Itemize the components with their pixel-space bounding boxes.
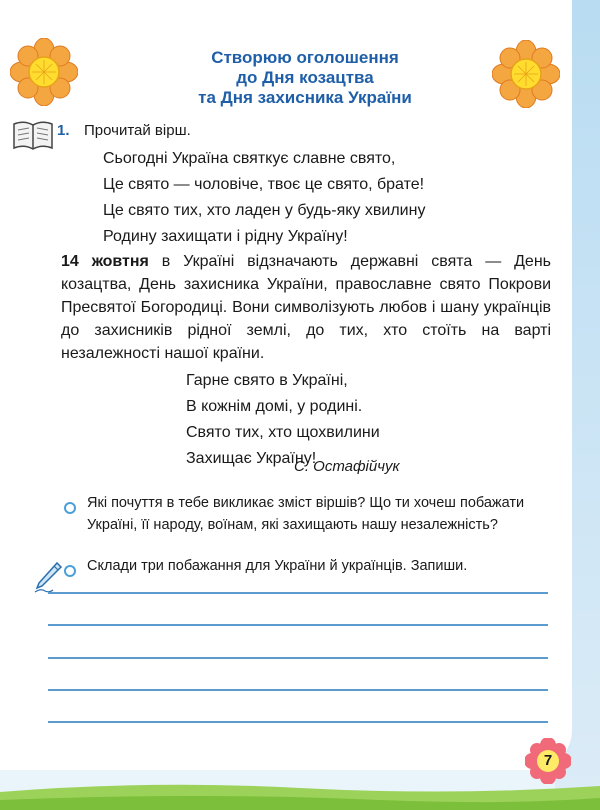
date-highlight: 14 жовтня — [61, 253, 149, 270]
task-instruction: Прочитай вірш. — [84, 122, 191, 139]
title-line: Створюю оголошення — [211, 48, 399, 67]
poem-line: Сьогодні Україна святкує славне свято, — [103, 150, 396, 167]
writing-line — [48, 689, 548, 691]
question-text: Які почуття в тебе викликає зміст віршів? Що ти хочеш побажати Україні, її народу, воїнам, які захищають нашу незалежність? — [87, 495, 525, 533]
flower-icon — [10, 38, 78, 106]
poem-line: Родину захищати і рідну Україну! — [103, 228, 348, 245]
flower-icon — [492, 40, 560, 108]
task-number: 1. — [57, 122, 70, 139]
poem-line: Гарне свято в Україні, — [186, 372, 348, 389]
question-text: Склади три побажання для України й українців. Запиши. — [87, 558, 468, 574]
poem-line: В кожнім домі, у родині. — [186, 398, 363, 415]
open-book-icon — [12, 118, 54, 152]
page-title — [140, 48, 470, 108]
grass-decoration — [0, 750, 600, 810]
poem-second — [186, 368, 380, 472]
writing-line — [48, 657, 548, 659]
page-number: 7 — [537, 750, 559, 772]
poem-line: Це свято — чоловіче, твоє це свято, брате! — [103, 176, 425, 193]
bullet-icon — [64, 502, 76, 514]
title-line: та Дня захисника України — [198, 88, 412, 107]
poem-line: Це свято тих, хто ладен у будь-яку хвилину — [103, 202, 426, 219]
bullet-icon — [64, 565, 76, 577]
title-line: до Дня козацтва — [236, 68, 374, 87]
writing-line — [48, 721, 548, 723]
poem-line: Захищає Україну! — [186, 450, 317, 467]
poem-author: С. Остафійчук — [294, 458, 400, 475]
page-number-badge — [525, 738, 571, 784]
info-paragraph — [61, 250, 551, 365]
poem-line: Свято тих, хто щохвилини — [186, 424, 380, 441]
writing-line — [48, 592, 548, 594]
paragraph-text: в Україні відзначають державні свята — День козацтва, День захисника України, православне свято Покрови Пресвятої Богородиці. Вони символізують любов і шану українців до захисників рідної землі, до тих, хто стоїть на варті незалежності нашої країни. — [61, 253, 552, 362]
pen-icon — [33, 560, 63, 594]
poem-first — [103, 146, 425, 250]
writing-line — [48, 624, 548, 626]
